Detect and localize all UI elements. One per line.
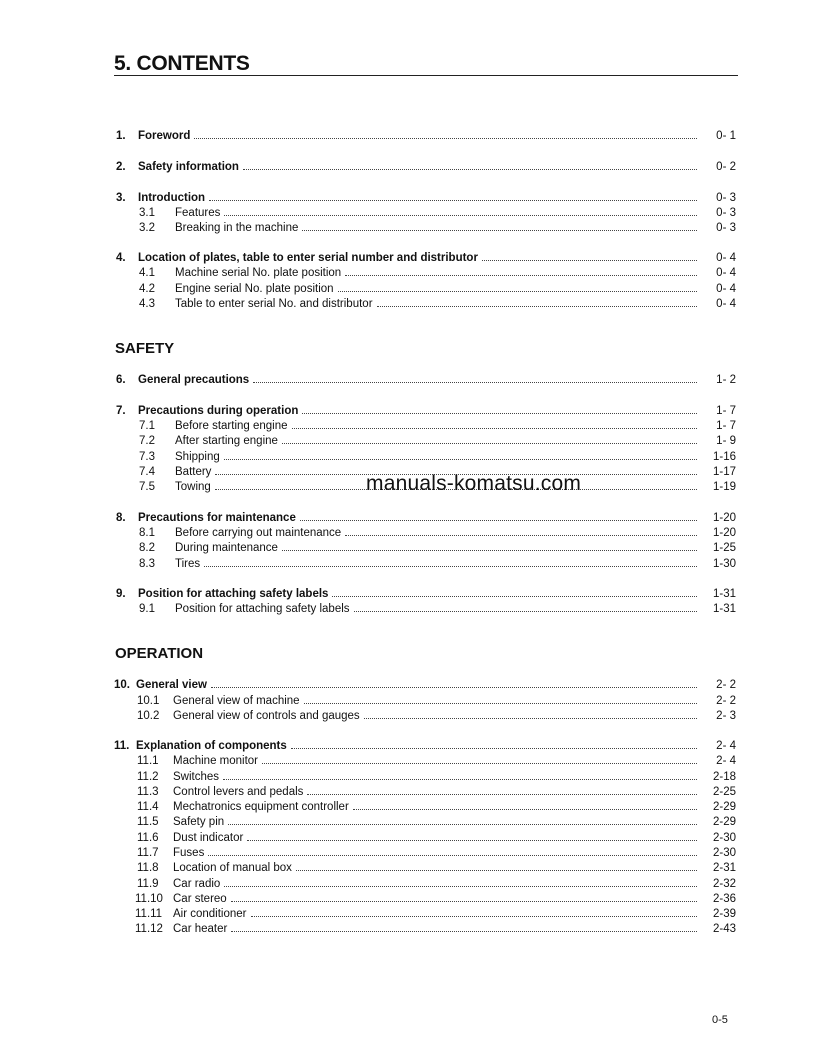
dot-leader: [345, 535, 697, 536]
toc-entry: [0, 602, 832, 616]
title-underline: [114, 75, 738, 76]
toc-entry: [0, 587, 832, 601]
toc-entry-number: 10.: [114, 679, 130, 691]
toc-entry: [0, 282, 832, 296]
toc-entry-label: Car stereo: [173, 892, 231, 906]
toc-entry-label: Location of manual box: [173, 861, 296, 875]
toc-entry-label: Location of plates, table to enter serial number and distributor: [138, 251, 482, 265]
toc-entry-number: 3.: [116, 192, 126, 204]
toc-entry-page: 1-17: [712, 466, 736, 478]
toc-entry-number: 7.: [116, 405, 126, 417]
toc-entry-page: 2- 4: [716, 755, 736, 767]
dot-leader: [204, 566, 697, 567]
dot-leader: [338, 291, 697, 292]
toc-entry: [0, 541, 832, 555]
toc-entry-page: 1-31: [712, 603, 736, 615]
toc-entry: [0, 511, 832, 525]
toc-entry-number: 11.5: [137, 816, 159, 828]
toc-entry-number: 11.6: [137, 832, 159, 844]
toc-entry-page: 0- 4: [716, 298, 736, 310]
toc-entry: [0, 831, 832, 845]
toc-entry: [0, 450, 832, 464]
toc-entry: [0, 770, 832, 784]
toc-entry-number: 8.2: [139, 542, 155, 554]
toc-entry-label: Safety pin: [173, 815, 228, 829]
toc-entry-page: 1-30: [712, 558, 736, 570]
toc-entry: [0, 785, 832, 799]
toc-entry-page: 1- 7: [716, 420, 736, 432]
dot-leader: [307, 794, 697, 795]
toc-entry-label: Breaking in the machine: [175, 221, 302, 235]
toc-entry-number: 10.2: [137, 710, 160, 722]
toc-entry-number: 9.: [116, 588, 126, 600]
toc-entry-number: 6.: [116, 374, 126, 386]
toc-entry: [0, 404, 832, 418]
section-heading-operation: OPERATION: [115, 645, 204, 662]
toc-entry-label: Position for attaching safety labels: [138, 587, 332, 601]
toc-entry-number: 11.10: [135, 893, 163, 905]
dot-leader: [354, 611, 697, 612]
toc-entry: [0, 206, 832, 220]
toc-entry-label: General precautions: [138, 373, 253, 387]
toc-entry-label: Air conditioner: [173, 907, 251, 921]
toc-entry: [0, 877, 832, 891]
toc-entry-page: 1-20: [712, 512, 736, 524]
page-title: 5. CONTENTS: [114, 52, 250, 75]
toc-entry-label: Safety information: [138, 160, 243, 174]
toc-entry: [0, 678, 832, 692]
toc-entry-label: Precautions for maintenance: [138, 511, 300, 525]
dot-leader: [304, 703, 697, 704]
toc-entry-page: 0- 2: [716, 161, 736, 173]
toc-entry-label: Tires: [175, 557, 204, 571]
toc-entry-number: 4.: [116, 252, 126, 264]
dot-leader: [292, 428, 697, 429]
toc-entry: [0, 129, 832, 143]
toc-entry: [0, 892, 832, 906]
toc-entry-label: Introduction: [138, 191, 209, 205]
toc-entry-label: Engine serial No. plate position: [175, 282, 338, 296]
toc-entry-label: Car heater: [173, 922, 231, 936]
toc-entry-page: 1-31: [712, 588, 736, 600]
toc-entry-number: 2.: [116, 161, 126, 173]
toc-entry-label: General view of controls and gauges: [173, 709, 364, 723]
toc-entry-number: 3.2: [139, 222, 155, 234]
toc-entry-label: Precautions during operation: [138, 404, 302, 418]
toc-entry-page: 2- 3: [716, 710, 736, 722]
dot-leader: [296, 870, 697, 871]
dot-leader: [302, 230, 697, 231]
toc-entry: [0, 526, 832, 540]
dot-leader: [224, 215, 697, 216]
toc-entry-page: 0- 3: [716, 222, 736, 234]
section-heading-safety: SAFETY: [115, 340, 175, 357]
toc-entry-label: Switches: [173, 770, 223, 784]
toc-entry-page: 2-30: [712, 847, 736, 859]
toc-entry-label: Explanation of components: [136, 739, 291, 753]
toc-entry-page: 0- 1: [716, 130, 736, 142]
toc-entry-number: 8.1: [139, 527, 155, 539]
toc-entry-number: 11.8: [137, 862, 159, 874]
toc-entry: [0, 297, 832, 311]
toc-entry-page: 2-29: [712, 816, 736, 828]
toc-entry-page: 1- 7: [716, 405, 736, 417]
toc-entry-number: 4.2: [139, 283, 155, 295]
toc-entry-page: 1-20: [712, 527, 736, 539]
dot-leader: [291, 748, 697, 749]
toc-entry: [0, 846, 832, 860]
toc-entry-number: 3.1: [139, 207, 155, 219]
toc-entry-number: 11.4: [137, 801, 159, 813]
toc-entry: [0, 815, 832, 829]
toc-entry-number: 11.1: [137, 755, 159, 767]
toc-entry-number: 11.7: [137, 847, 159, 859]
toc-entry-label: Machine serial No. plate position: [175, 266, 345, 280]
toc-entry-page: 0- 4: [716, 283, 736, 295]
toc-entry: [0, 419, 832, 433]
toc-entry-number: 7.1: [139, 420, 155, 432]
toc-entry: [0, 739, 832, 753]
toc-entry-number: 11.12: [135, 923, 163, 935]
toc-entry-number: 10.1: [137, 695, 160, 707]
toc-entry-label: General view: [136, 678, 211, 692]
dot-leader: [302, 413, 697, 414]
toc-entry-label: Machine monitor: [173, 754, 262, 768]
toc-entry: [0, 266, 832, 280]
dot-leader: [345, 275, 697, 276]
toc-entry-number: 7.3: [139, 451, 155, 463]
toc-entry-label: Fuses: [173, 846, 208, 860]
toc-entry-label: Mechatronics equipment controller: [173, 800, 353, 814]
toc-entry-page: 0- 3: [716, 192, 736, 204]
toc-entry-number: 7.4: [139, 466, 155, 478]
toc-entry-number: 11.11: [135, 908, 163, 920]
toc-entry-page: 1- 2: [716, 374, 736, 386]
toc-entry-page: 2-32: [712, 878, 736, 890]
toc-entry: [0, 251, 832, 265]
dot-leader: [482, 260, 697, 261]
dot-leader: [364, 718, 697, 719]
dot-leader: [282, 443, 697, 444]
toc-entry-page: 2-36: [712, 893, 736, 905]
toc-entry: [0, 694, 832, 708]
toc-entry: [0, 221, 832, 235]
toc-entry: [0, 922, 832, 936]
dot-leader: [228, 824, 697, 825]
toc-entry-label: After starting engine: [175, 434, 282, 448]
toc-entry-number: 11.3: [137, 786, 159, 798]
toc-entry-page: 1- 9: [716, 435, 736, 447]
toc-entry-page: 0- 4: [716, 252, 736, 264]
toc-entry-number: 11.2: [137, 771, 159, 783]
toc-entry-label: Towing: [175, 480, 215, 494]
dot-leader: [224, 886, 697, 887]
toc-entry-page: 2- 4: [716, 740, 736, 752]
dot-leader: [208, 855, 697, 856]
toc-entry-number: 1.: [116, 130, 126, 142]
toc-entry: [0, 709, 832, 723]
dot-leader: [300, 520, 697, 521]
toc-entry-number: 4.1: [139, 267, 155, 279]
page-number: 0-5: [712, 1014, 728, 1026]
dot-leader: [377, 306, 697, 307]
dot-leader: [224, 459, 697, 460]
toc-entry-page: 2- 2: [716, 679, 736, 691]
dot-leader: [247, 840, 697, 841]
toc-entry-page: 1-25: [712, 542, 736, 554]
toc-entry: [0, 434, 832, 448]
toc-entry-label: Battery: [175, 465, 215, 479]
toc-entry-page: 2-29: [712, 801, 736, 813]
toc-entry-page: 2-25: [712, 786, 736, 798]
toc-entry: [0, 557, 832, 571]
dot-leader: [282, 550, 697, 551]
toc-entry-label: Position for attaching safety labels: [175, 602, 354, 616]
toc-entry-label: Before carrying out maintenance: [175, 526, 345, 540]
dot-leader: [262, 763, 697, 764]
toc-entry-number: 11.: [114, 740, 130, 752]
toc-entry-label: Foreword: [138, 129, 194, 143]
dot-leader: [332, 596, 697, 597]
dot-leader: [223, 779, 697, 780]
toc-entry-number: 11.9: [137, 878, 159, 890]
toc-entry-label: Shipping: [175, 450, 224, 464]
toc-entry: [0, 861, 832, 875]
toc-entry-page: 2-18: [712, 771, 736, 783]
toc-entry-number: 7.5: [139, 481, 155, 493]
toc-entry-label: Control levers and pedals: [173, 785, 307, 799]
dot-leader: [194, 138, 697, 139]
toc-entry: [0, 907, 832, 921]
dot-leader: [231, 931, 697, 932]
toc-entry-label: Dust indicator: [173, 831, 247, 845]
toc-entry: [0, 800, 832, 814]
toc-entry-page: 1-16: [712, 451, 736, 463]
toc-entry-page: 2-31: [712, 862, 736, 874]
toc-entry-label: Before starting engine: [175, 419, 292, 433]
toc-entry-number: 4.3: [139, 298, 155, 310]
dot-leader: [253, 382, 697, 383]
dot-leader: [353, 809, 697, 810]
toc-entry: [0, 160, 832, 174]
toc-entry-label: Features: [175, 206, 224, 220]
toc-entry: [0, 191, 832, 205]
toc-entry: [0, 373, 832, 387]
toc-entry-number: 7.2: [139, 435, 155, 447]
dot-leader: [231, 901, 697, 902]
dot-leader: [251, 916, 697, 917]
toc-entry-number: 8.3: [139, 558, 155, 570]
toc-entry-page: 2-39: [712, 908, 736, 920]
watermark: manuals-komatsu.com: [366, 472, 582, 495]
toc-entry-page: 0- 3: [716, 207, 736, 219]
dot-leader: [211, 687, 697, 688]
toc-entry-page: 2-30: [712, 832, 736, 844]
toc-entry-page: 2- 2: [716, 695, 736, 707]
toc-entry-page: 1-19: [712, 481, 736, 493]
toc-entry: [0, 754, 832, 768]
toc-entry-label: During maintenance: [175, 541, 282, 555]
toc-entry-page: 0- 4: [716, 267, 736, 279]
dot-leader: [209, 200, 697, 201]
toc-entry-page: 2-43: [712, 923, 736, 935]
toc-entry-label: Car radio: [173, 877, 224, 891]
toc-entry-number: 9.1: [139, 603, 155, 615]
toc-entry-label: General view of machine: [173, 694, 304, 708]
toc-entry-label: Table to enter serial No. and distributor: [175, 297, 377, 311]
dot-leader: [243, 169, 697, 170]
toc-entry-number: 8.: [116, 512, 126, 524]
